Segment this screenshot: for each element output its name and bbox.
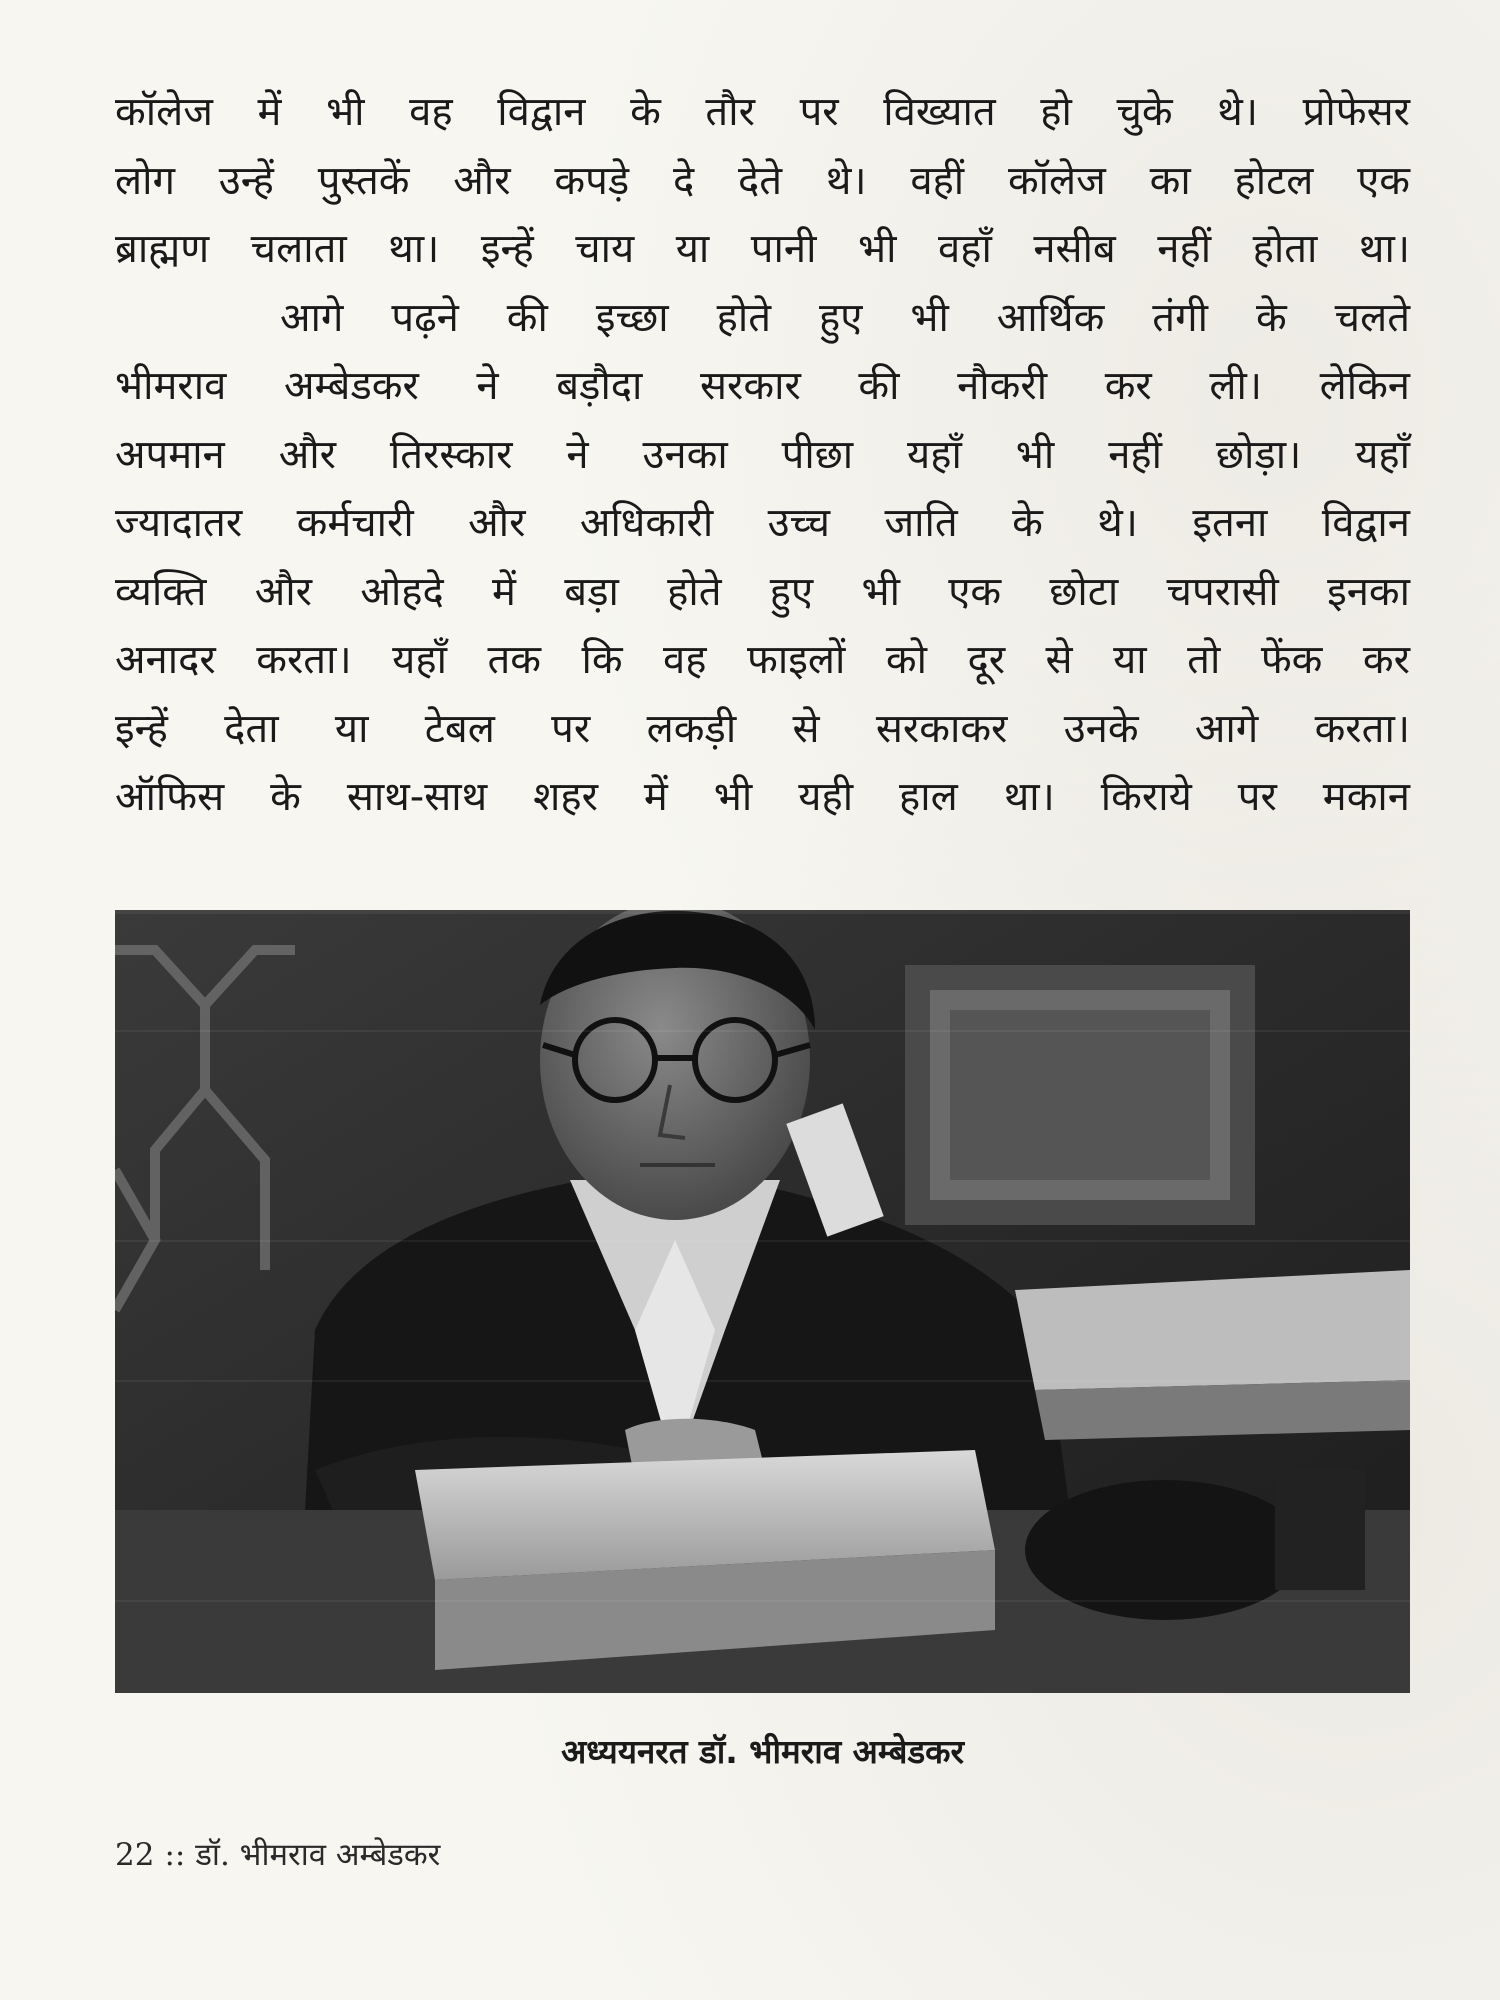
text-line-5: भीमराव अम्बेडकर ने बड़ौदा सरकार की नौकरी कर ली। लेकिन [115,363,1410,409]
text-line-2: लोग उन्हें पुस्तकें और कपड़े दे देते थे। वहीं कॉलेज का होटल एक [115,157,1410,204]
text-line-1: कॉलेज में भी वह विद्वान के तौर पर विख्यात हो चुके थे। प्रोफेसर [115,89,1410,135]
text-line-3: ब्राह्मण चलाता था। इन्हें चाय या पानी भी वहाँ नसीब नहीं होता था। [115,226,1410,272]
text-line-9: अनादर करता। यहाँ तक कि वह फाइलों को दूर से या तो फेंक कर [115,637,1410,683]
footer-separator: :: [164,1837,186,1873]
page-footer [115,1833,440,1875]
text-line-6: अपमान और तिरस्कार ने उनका पीछा यहाँ भी नहीं छोड़ा। यहाँ [115,431,1410,478]
text-line-11: ऑफिस के साथ-साथ शहर में भी यही हाल था। किराये पर मकान [115,774,1410,820]
running-title: डॉ. भीमराव अम्बेडकर [195,1837,441,1873]
text-line-10: इन्हें देता या टेबल पर लकड़ी से सरकाकर उनके आगे करता। [115,705,1410,752]
page-number: 22 [115,1837,155,1873]
text-line-4: आगे पढ़ने की इच्छा होते हुए भी आर्थिक तंगी के चलते [280,294,1410,341]
portrait-photo [115,910,1410,1693]
body-paragraph [115,78,1410,832]
text-line-7: ज्यादातर कर्मचारी और अधिकारी उच्च जाति के थे। इतना विद्वान [115,500,1410,546]
portrait-illustration [115,910,1410,1693]
photo-caption: अध्ययनरत डॉ. भीमराव अम्बेडकर [561,1732,964,1771]
text-line-8: व्यक्ति और ओहदे में बड़ा होते हुए भी एक छोटा चपरासी इनका [115,568,1410,615]
